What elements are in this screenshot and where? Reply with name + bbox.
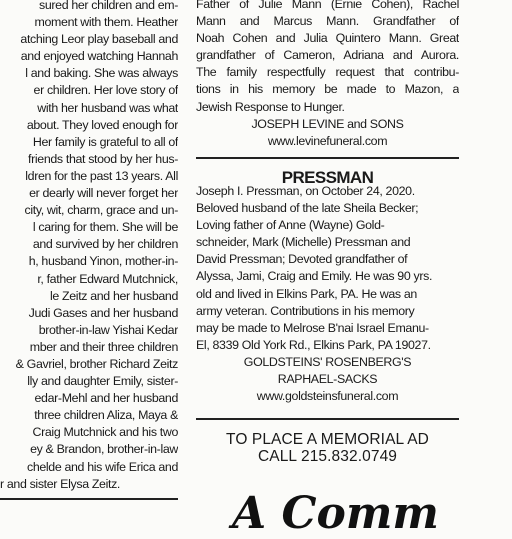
website-goldsteins: www.goldsteinsfuneral.com <box>256 389 399 404</box>
text-line: schneider, Mark (Michelle) Pressman and <box>196 235 411 250</box>
text-line: army veteran. Contributions in his memory <box>196 303 415 318</box>
funeral-home-goldsteins: GOLDSTEINS' ROSENBERG'S <box>243 354 412 369</box>
text-line: about. They loved enough for <box>26 117 178 132</box>
text-line: three children Aliza, Maya & <box>34 408 178 423</box>
memorial-ad-line2: CALL 215.832.0749 <box>257 448 398 465</box>
text-line: Alyssa, Jami, Craig and Emily. He was 90 yrs. <box>196 269 433 284</box>
text-line: Jewish Response to Hunger. <box>196 99 345 114</box>
text-line: and enjoyed watching Hannah <box>20 49 178 64</box>
text-line: edar-Mehl and her husband <box>34 391 178 406</box>
text-line: r, father Edward Mutchnick, <box>37 271 178 286</box>
text-line: l and baking. She was always <box>25 66 178 81</box>
text-line: mber and their three children <box>29 339 178 354</box>
text-line: h, husband Yinon, mother-in- <box>28 254 178 269</box>
text-line: l caring for them. She will be <box>32 220 178 235</box>
text-line: The family respectfully request that contribu- <box>196 65 459 80</box>
text-line: Craig Mutchnick and his two <box>32 425 178 440</box>
divider-rule <box>196 157 459 159</box>
text-line: friends that stood by her hus- <box>28 151 178 166</box>
previous-obituary-continuation <box>196 0 459 116</box>
text-line: chelde and his wife Erica and <box>26 459 178 474</box>
text-line: moment with them. Heather <box>34 15 178 30</box>
pressman-obituary-body <box>196 183 459 405</box>
text-line: old and lived in Elkins Park, PA. He was an <box>196 286 417 301</box>
text-line: Judi Gases and her husband <box>28 305 178 320</box>
text-line: city, wit, charm, grace and un- <box>24 203 178 218</box>
text-line: El, 8339 Old York Rd., Elkins Park, PA 19027. <box>196 337 431 352</box>
text-line: r and sister Elysa Zeitz. <box>0 476 121 491</box>
memorial-ad-line1: TO PLACE A MEMORIAL AD <box>226 431 429 448</box>
funeral-home-raphael-sacks: RAPHAEL-SACKS <box>277 372 378 387</box>
text-line: and survived by her children <box>32 237 178 252</box>
funeral-home-levine: JOSEPH LEVINE and SONS <box>251 116 404 131</box>
text-line: ey & Brandon, brother-in-law <box>30 442 178 457</box>
memorial-ad-notice <box>196 431 459 465</box>
text-line: Mann and Marcus Mann. Grandfather of <box>196 14 459 29</box>
text-line: tions in his memory be made to Mazon, a <box>196 82 459 97</box>
text-line: er children. Her love story of <box>33 83 178 98</box>
text-line: er dearly will never forget her <box>29 186 178 201</box>
text-line: ldren for the past 13 years. All <box>25 168 178 183</box>
website-levine: www.levinefuneral.com <box>267 133 388 148</box>
text-line: with her husband was what <box>37 100 178 115</box>
next-section-heading: A Comm <box>232 488 439 539</box>
text-line: grandfather of Cameron, Adriana and Aurora. <box>196 48 459 63</box>
text-line: sured her children and em- <box>39 0 178 12</box>
text-line: Noah Cohen and Julia Quintero Mann. Great <box>196 31 459 46</box>
text-line: atching Leor play baseball and <box>20 32 178 47</box>
left-obituary-column <box>0 0 178 493</box>
text-line: Beloved husband of the late Sheila Becker; <box>196 201 419 216</box>
text-line: & Gavriel, brother Richard Zeitz <box>15 356 178 371</box>
text-line: David Pressman; Devoted grandfather of <box>196 252 408 267</box>
text-line: may be made to Melrose B'nai Israel Emanu- <box>196 320 429 335</box>
divider-rule <box>0 498 178 500</box>
obituary-name-heading: PRESSMAN <box>281 168 374 187</box>
text-line: le Zeitz and her husband <box>50 288 178 303</box>
text-line: Father of Julie Mann (Ernie Cohen), Rachel <box>196 0 459 11</box>
text-line: lly and daughter Emily, sister- <box>27 374 178 389</box>
divider-rule <box>196 418 459 420</box>
text-line: Her family is grateful to all of <box>32 134 178 149</box>
text-line: brother-in-law Yishai Kedar <box>38 322 178 337</box>
text-line: Loving father of Anne (Wayne) Gold- <box>196 218 385 233</box>
text-line: Joseph I. Pressman, on October 24, 2020. <box>196 184 415 198</box>
right-obituary-column <box>196 0 459 150</box>
